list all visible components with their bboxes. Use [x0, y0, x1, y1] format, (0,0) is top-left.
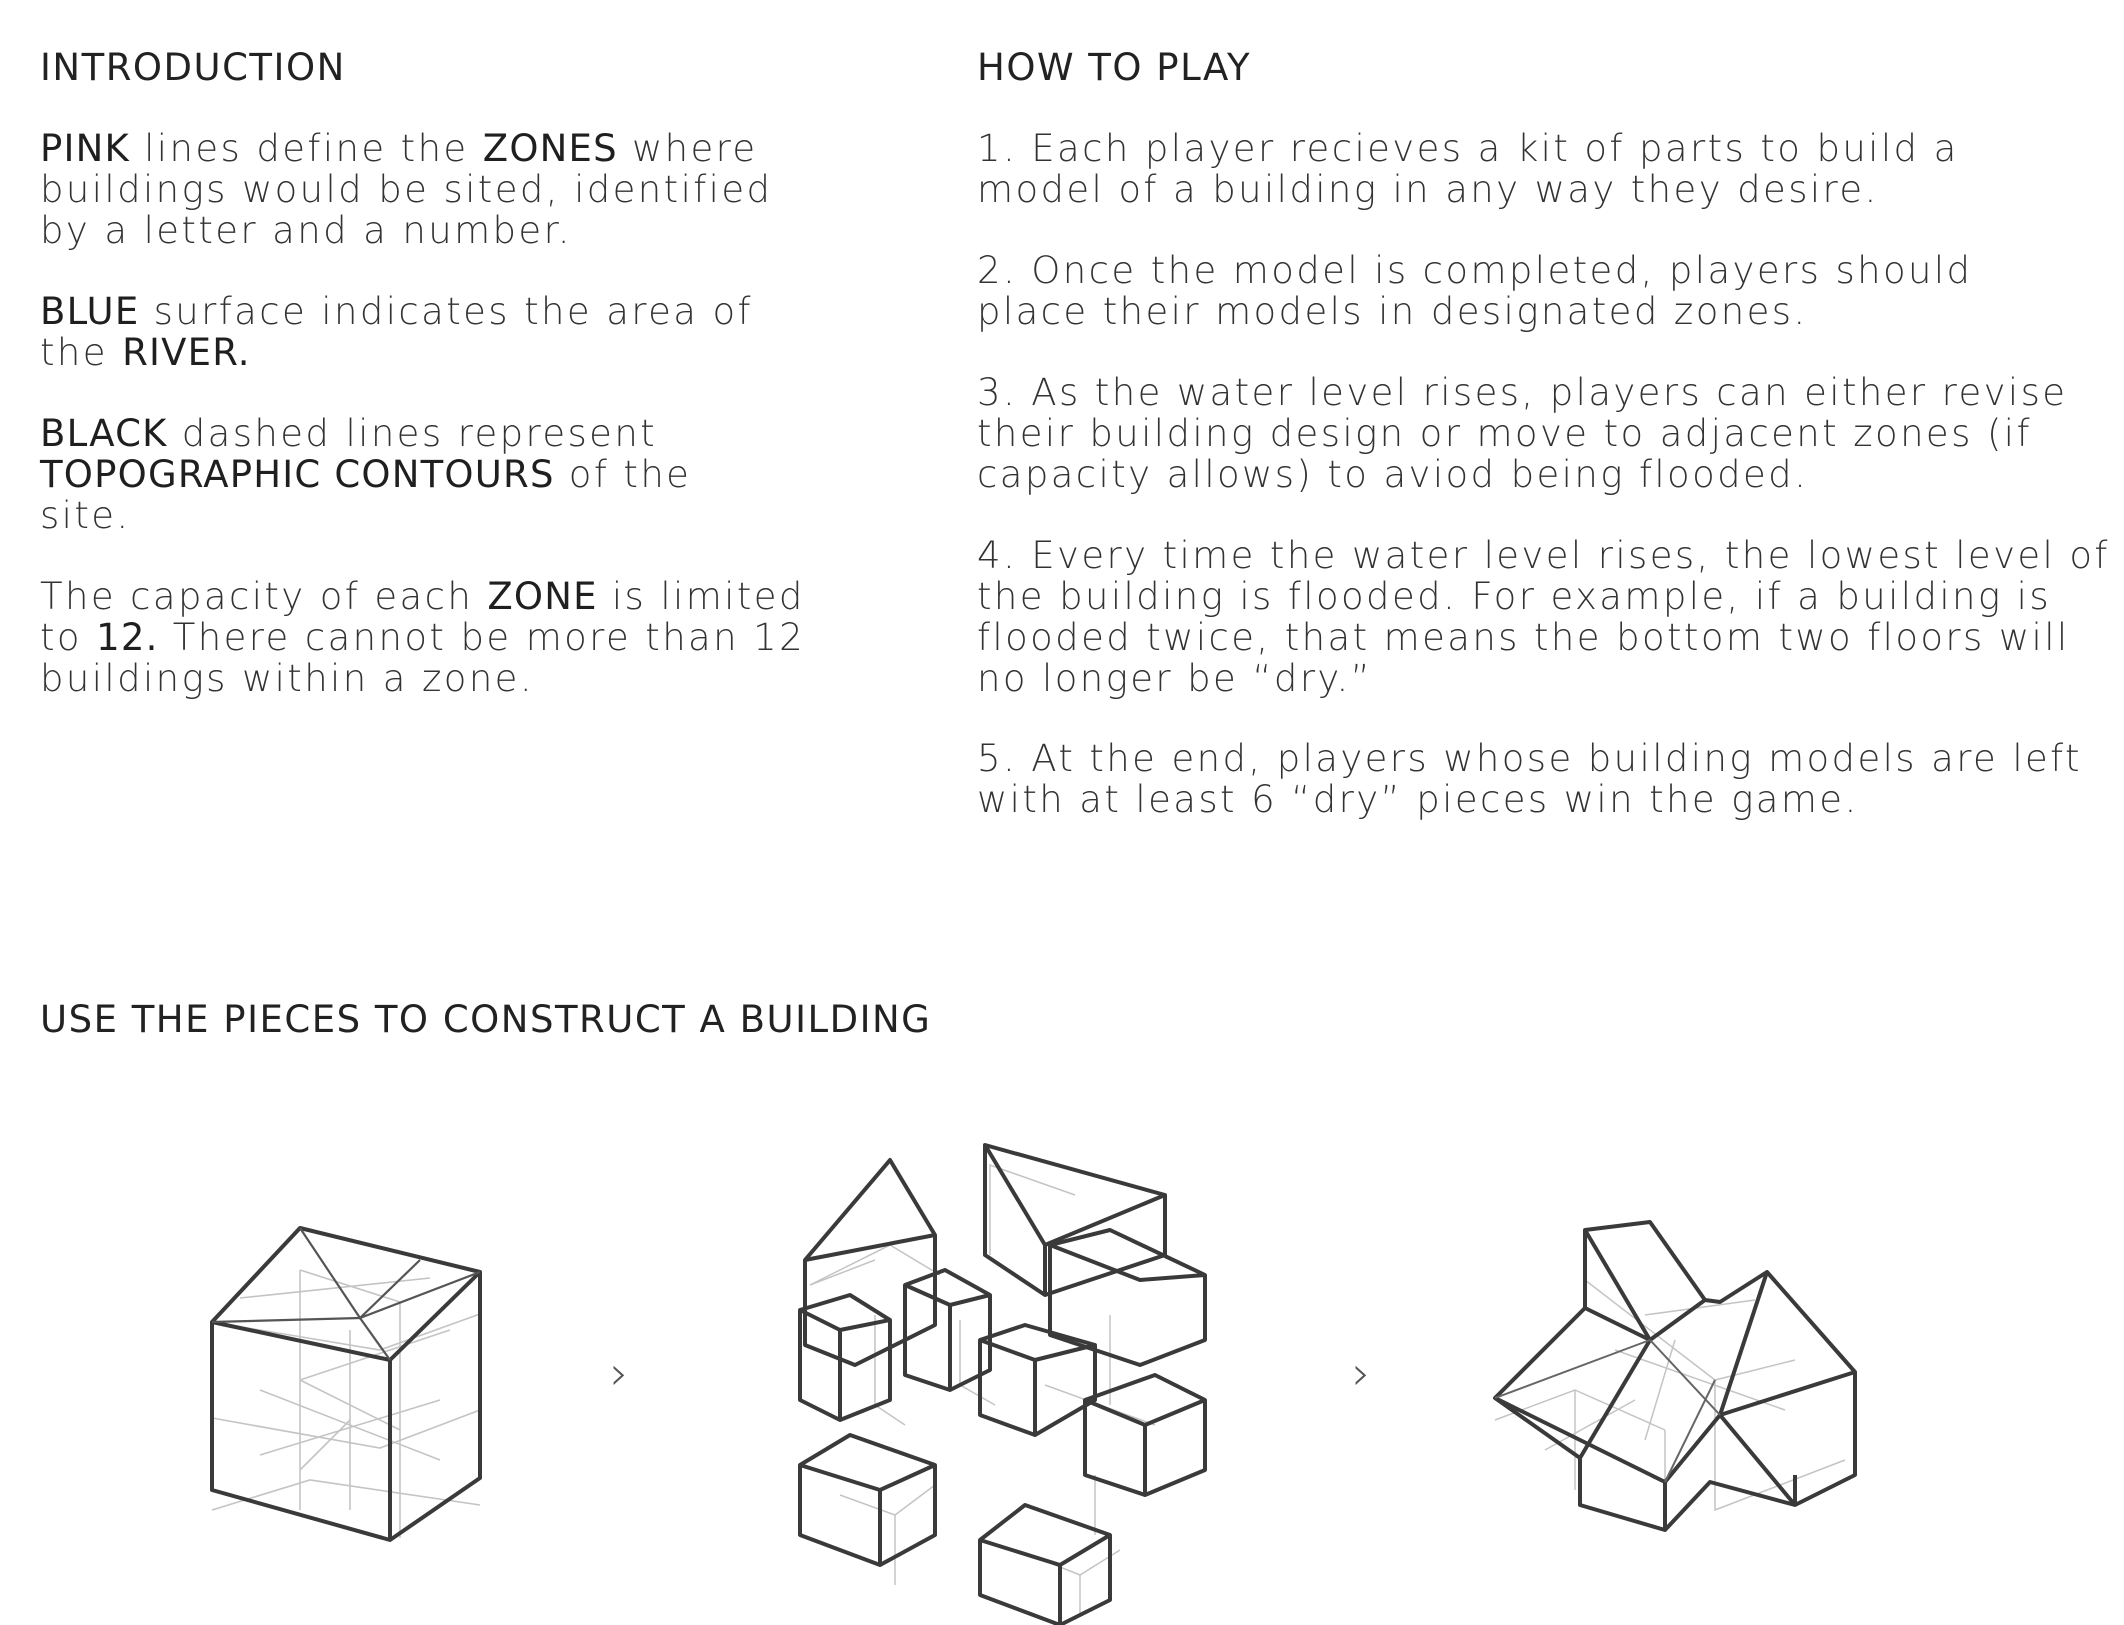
building-hidden-lines: [1495, 1280, 1845, 1530]
introduction-title: INTRODUCTION: [40, 46, 346, 89]
body-text: The capacity of each: [40, 575, 488, 618]
intro-line: [40, 576, 805, 617]
body-text: buildings within a zone.: [40, 657, 535, 700]
emphasis-text: TOPOGRAPHIC CONTOURS: [40, 453, 555, 496]
rule-line: model of a building in any way they desire.: [977, 168, 1879, 211]
intro-paragraph-river: [40, 291, 753, 373]
rule-line: 3. As the water level rises, players can either revise: [977, 371, 2068, 414]
rule-line: their building design or move to adjacent zones (if: [977, 412, 2032, 455]
emphasis-text: 12.: [96, 616, 159, 659]
exploded-kit-pieces-drawing: [795, 1135, 1225, 1625]
rule-line: 1. Each player recieves a kit of parts to build a: [977, 127, 1959, 170]
intro-line: [40, 495, 691, 536]
body-text: There cannot be more than 12: [158, 616, 806, 659]
emphasis-text: RIVER.: [122, 331, 251, 374]
rule-line: flooded twice, that means the bottom two floors will: [977, 616, 2070, 659]
intro-line: [40, 128, 772, 169]
pieces-outline: [800, 1145, 1205, 1625]
body-text: to: [40, 616, 97, 659]
arrow-right-icon: ›: [610, 1346, 629, 1400]
rule-line: capacity allows) to aviod being flooded.: [977, 453, 1809, 496]
rule-line: 5. At the end, players whose building models are left: [977, 737, 2082, 780]
rule-step-4: [977, 535, 2110, 699]
body-text: the: [40, 331, 123, 374]
rule-line: 4. Every time the water level rises, the lowest level of: [977, 534, 2110, 577]
emphasis-text: BLUE: [40, 290, 140, 333]
intro-line: [40, 169, 772, 210]
body-text: is limited: [597, 575, 805, 618]
rule-step-5: [977, 738, 2082, 820]
intro-line: [40, 617, 805, 658]
rule-line: no longer be “dry.”: [977, 657, 1373, 700]
pieces-section-title: USE THE PIECES TO CONSTRUCT A BUILDING: [40, 998, 932, 1041]
kit-roof-lines: [212, 1228, 480, 1360]
body-text: surface indicates the area of: [139, 290, 753, 333]
body-text: by a letter and a number.: [40, 209, 572, 252]
arrow-right-icon: ›: [1352, 1346, 1371, 1400]
rule-line: the building is flooded. For example, if a building is: [977, 575, 2052, 618]
assembled-cube-kit-drawing: [200, 1210, 500, 1550]
body-text: buildings would be sited, identified: [40, 168, 773, 211]
intro-line: [40, 210, 772, 251]
rule-step-1: [977, 128, 1959, 210]
intro-line: [40, 291, 753, 332]
rule-line: 2. Once the model is completed, players should: [977, 249, 1973, 292]
constructed-building-drawing: [1485, 1220, 1865, 1550]
emphasis-text: ZONES: [482, 127, 618, 170]
emphasis-text: BLACK: [40, 412, 168, 455]
body-text: site.: [40, 494, 131, 537]
building-outline: [1495, 1222, 1855, 1530]
intro-paragraph-contours: [40, 413, 691, 536]
intro-paragraph-capacity: [40, 576, 805, 699]
kit-outline: [212, 1228, 480, 1540]
body-text: lines define the: [129, 127, 483, 170]
rule-step-2: [977, 250, 1972, 332]
rule-line: place their models in designated zones.: [977, 290, 1808, 333]
body-text: dashed lines represent: [167, 412, 658, 455]
how-to-play-title: HOW TO PLAY: [977, 46, 1252, 89]
rule-line: with at least 6 “dry” pieces win the game.: [977, 778, 1859, 821]
rule-step-3: [977, 372, 2067, 495]
intro-line: [40, 658, 805, 699]
intro-line: [40, 332, 753, 373]
emphasis-text: PINK: [40, 127, 130, 170]
emphasis-text: ZONE: [487, 575, 598, 618]
body-text: where: [617, 127, 758, 170]
body-text: of the: [554, 453, 692, 496]
intro-line: [40, 454, 691, 495]
intro-line: [40, 413, 691, 454]
intro-paragraph-zones: [40, 128, 772, 251]
